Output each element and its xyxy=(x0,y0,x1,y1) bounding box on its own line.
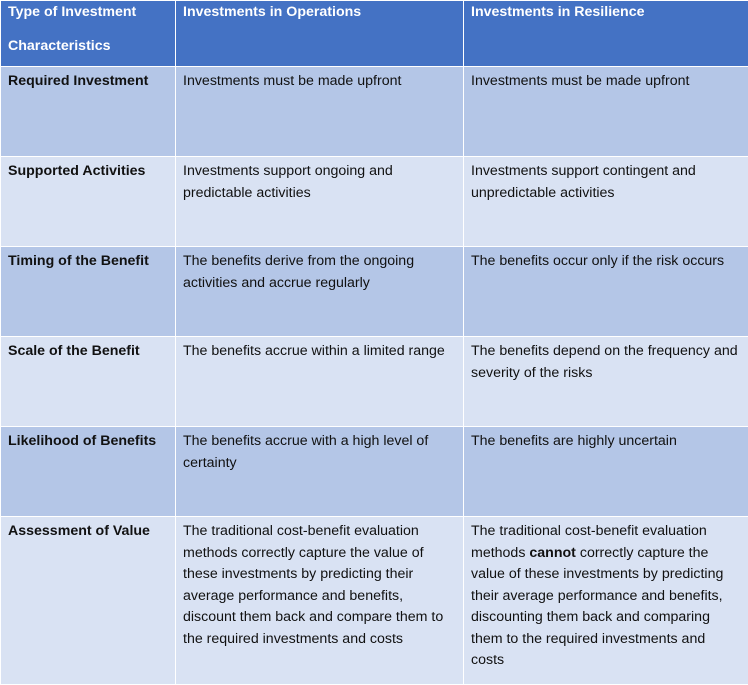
row-label: Assessment of Value xyxy=(1,517,176,685)
table-row xyxy=(1,337,748,427)
header-characteristics-line2: Characteristics xyxy=(8,37,169,56)
row-label: Required Investment xyxy=(1,67,176,157)
resilience-cell: The benefits depend on the frequency and severity of the risks xyxy=(464,337,748,427)
operations-cell: Investments must be made upfront xyxy=(176,67,464,157)
header-characteristics-line1: Type of Investment xyxy=(8,4,136,20)
header-resilience: Investments in Resilience xyxy=(464,1,748,67)
operations-cell: The benefits accrue within a limited range xyxy=(176,337,464,427)
resilience-text-emphasis: cannot xyxy=(529,545,576,561)
header-operations: Investments in Operations xyxy=(176,1,464,67)
resilience-text-pre: The traditional cost-benefit evaluation methods xyxy=(471,523,707,561)
operations-cell: Investments support ongoing and predictable activities xyxy=(176,157,464,247)
resilience-cell: Investments support contingent and unpredictable activities xyxy=(464,157,748,247)
row-label: Supported Activities xyxy=(1,157,176,247)
table-row xyxy=(1,157,748,247)
row-label: Timing of the Benefit xyxy=(1,247,176,337)
resilience-cell xyxy=(464,517,748,685)
operations-cell: The benefits derive from the ongoing activities and accrue regularly xyxy=(176,247,464,337)
resilience-cell: The benefits occur only if the risk occurs xyxy=(464,247,748,337)
table-row xyxy=(1,67,748,157)
operations-cell: The benefits accrue with a high level of certainty xyxy=(176,427,464,517)
resilience-cell: Investments must be made upfront xyxy=(464,67,748,157)
table-row xyxy=(1,427,748,517)
row-label: Scale of the Benefit xyxy=(1,337,176,427)
resilience-text-post: correctly capture the value of these investments by predicting their average performance and benefits, discounting them back and comparing them to the required investments and costs xyxy=(471,545,723,669)
header-characteristics xyxy=(1,1,176,67)
resilience-cell: The benefits are highly uncertain xyxy=(464,427,748,517)
table-row xyxy=(1,517,748,685)
table-row xyxy=(1,247,748,337)
header-row xyxy=(1,1,748,67)
operations-cell: The traditional cost-benefit evaluation methods correctly capture the value of these investments by predicting their average performance and benefits, discount them back and compare them to the required investments and costs xyxy=(176,517,464,685)
row-label: Likelihood of Benefits xyxy=(1,427,176,517)
